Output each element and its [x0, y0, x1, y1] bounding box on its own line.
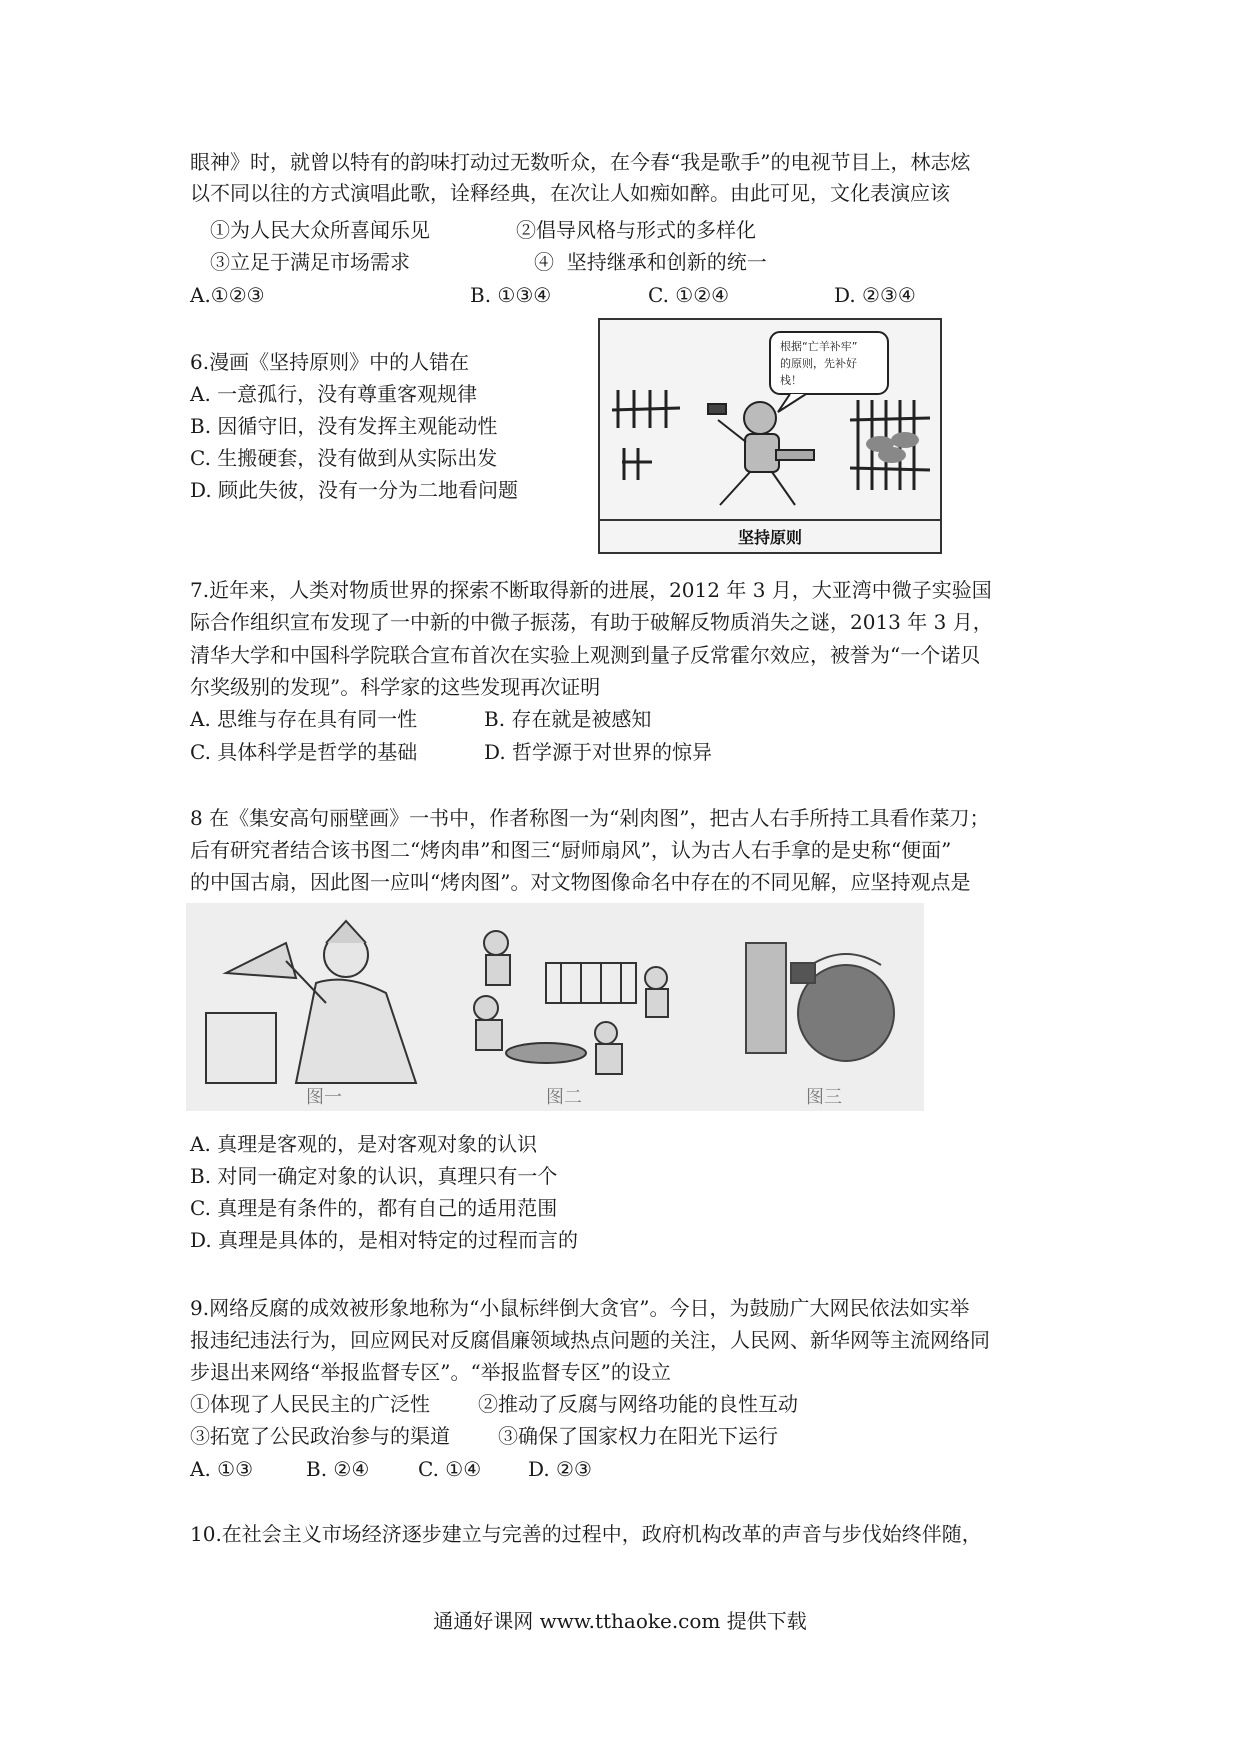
q5-option-d: D. ②③④ [834, 283, 916, 307]
q7-line-3: 清华大学和中国科学院联合宣布首次在实验上观测到量子反常霍尔效应，被誉为“一个诺贝 [190, 643, 981, 667]
q9-item-4: ③确保了国家权力在阳光下运行 [498, 1424, 778, 1448]
q5-line-1: 眼神》时，就曾以特有的韵味打动过无数听众，在今春“我是歌手”的电视节目上，林志炫 [190, 150, 971, 174]
bubble-line-1: 根据“亡羊补牢” [780, 340, 858, 353]
q7-line-4: 尔奖级别的发现”。科学家的这些发现再次证明 [190, 675, 601, 699]
q8-option-d: D. 真理是具体的，是相对特定的过程而言的 [190, 1228, 579, 1252]
q9-line-1: 9.网络反腐的成效被形象地称为“小鼠标绊倒大贪官”。今日，为鼓励广大网民依法如实举 [190, 1296, 970, 1320]
q9-item-3: ③拓宽了公民政治参与的渠道 [190, 1424, 450, 1448]
q9-option-a: A. ①③ [190, 1457, 254, 1481]
q5-item-2: ②倡导风格与形式的多样化 [516, 218, 756, 242]
q7-option-a: A. 思维与存在具有同一性 [190, 707, 418, 731]
q9-item-2: ②推动了反腐与网络功能的良性互动 [478, 1392, 798, 1416]
q6-option-b: B. 因循守旧，没有发挥主观能动性 [190, 414, 498, 438]
q8-line-2: 后有研究者结合该书图二“烤肉串”和图三“厨师扇风”，认为古人右手拿的是史称“便面” [190, 838, 952, 862]
q9-option-b: B. ②④ [306, 1457, 370, 1481]
q9-option-d: D. ②③ [528, 1457, 592, 1481]
bubble-line-2: 的原则，先补好 [780, 357, 857, 370]
cartoon-image [598, 318, 942, 554]
q7-line-1: 7.近年来，人类对物质世界的探索不断取得新的进展，2012 年 3 月，大亚湾中微子实验国 [190, 578, 992, 602]
q5-option-a: A.①②③ [190, 283, 265, 307]
q10-line-1: 10.在社会主义市场经济逐步建立与完善的过程中，政府机构改革的声音与步伐始终伴随， [190, 1522, 982, 1546]
q8-option-a: A. 真理是客观的，是对客观对象的认识 [190, 1132, 538, 1156]
q9-line-2: 报违纪违法行为，回应网民对反腐倡廉领域热点问题的关注，人民网、新华网等主流网络同 [190, 1328, 990, 1352]
q7-option-b: B. 存在就是被感知 [484, 707, 652, 731]
q6-stem: 6.漫画《坚持原则》中的人错在 [190, 350, 470, 374]
cartoon-caption: 坚持原则 [737, 528, 803, 547]
bubble-line-3: 栈！ [780, 374, 802, 387]
cartoon-drawing [600, 320, 940, 552]
q5-item-1: ①为人民大众所喜闻乐见 [210, 218, 430, 242]
q5-option-c: C. ①②④ [648, 283, 730, 307]
q5-item-4: ④ 坚持继承和创新的统一 [534, 250, 767, 274]
q9-line-3: 步退出来网络“举报监督专区”。“举报监督专区”的设立 [190, 1360, 671, 1384]
q5-item-3: ③立足于满足市场需求 [210, 250, 410, 274]
q7-option-c: C. 具体科学是哲学的基础 [190, 740, 418, 764]
mural-figures-image [186, 903, 924, 1111]
q9-option-c: C. ①④ [418, 1457, 482, 1481]
figure-caption-3: 图三 [806, 1087, 842, 1108]
q5-option-b: B. ①③④ [470, 283, 552, 307]
q6-option-a: A. 一意孤行，没有尊重客观规律 [190, 382, 478, 406]
q8-option-b: B. 对同一确定对象的认识，真理只有一个 [190, 1164, 558, 1188]
q8-line-1: 8 在《集安高句丽壁画》一书中，作者称图一为“剁肉图”，把古人右手所持工具看作菜刀； [190, 806, 990, 830]
q6-option-c: C. 生搬硬套，没有做到从实际出发 [190, 446, 498, 470]
q5-line-2: 以不同以往的方式演唱此歌，诠释经典，在次让人如痴如醉。由此可见，文化表演应该 [190, 181, 950, 205]
q8-option-c: C. 真理是有条件的，都有自己的适用范围 [190, 1196, 558, 1220]
q7-line-2: 际合作组织宣布发现了一中新的中微子振荡，有助于破解反物质消失之谜，2013 年 3 月， [190, 610, 993, 634]
mural-drawings [186, 903, 924, 1111]
figure-caption-1: 图一 [306, 1087, 342, 1108]
page-footer: 通通好课网 www.tthaoke.com 提供下载 [433, 1609, 807, 1633]
q6-option-d: D. 顾此失彼，没有一分为二地看问题 [190, 478, 519, 502]
figure-caption-2: 图二 [546, 1087, 582, 1108]
q8-line-3: 的中国古扇，因此图一应叫“烤肉图”。对文物图像命名中存在的不同见解，应坚持观点是 [190, 870, 971, 894]
q7-option-d: D. 哲学源于对世界的惊异 [484, 740, 713, 764]
q9-item-1: ①体现了人民民主的广泛性 [190, 1392, 430, 1416]
